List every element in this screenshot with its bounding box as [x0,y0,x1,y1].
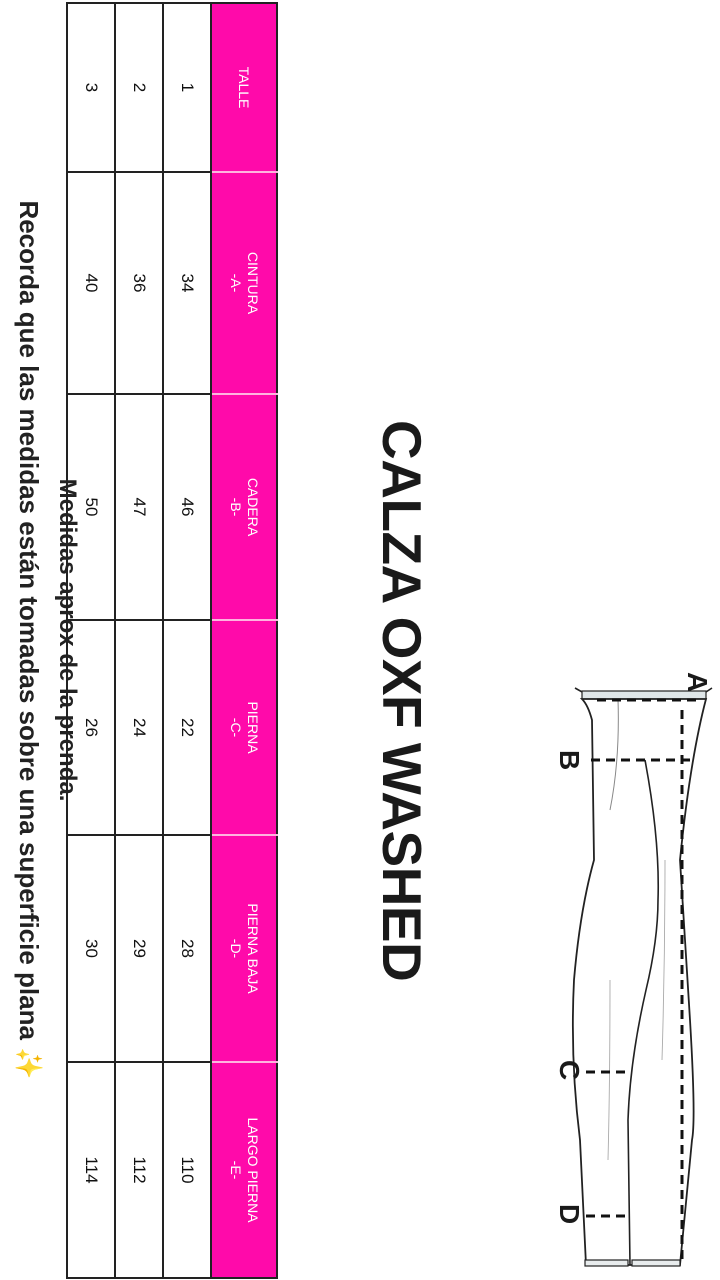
table-cell: 50 [67,394,115,620]
header-talle: TALLE [211,3,277,172]
header-cintura: CINTURA -A- [211,172,277,394]
table-cell: 29 [115,835,163,1062]
table-cell: 26 [67,620,115,835]
header-pierna: PIERNA -C- [211,620,277,835]
table-cell: 40 [67,172,115,394]
table-cell: 110 [163,1062,211,1278]
table-cell: 114 [67,1062,115,1278]
table-cell: 3 [67,3,115,172]
table-cell: 1 [163,3,211,172]
label-b: B [554,750,585,771]
table-cell: 36 [115,172,163,394]
table-row [115,3,163,1278]
label-c: C [554,1060,585,1081]
header-pierna-baja: PIERNA BAJA -D- [211,835,277,1062]
table-cell: 2 [115,3,163,172]
note-approx: Medidas aprox de la prenda. [54,478,81,802]
table-cell: 46 [163,394,211,620]
note-flat-surface: Recorda que las medidas están tomadas sobre una superficie plana ✨ [14,200,44,1080]
sparkles-icon: ✨ [14,1047,44,1080]
page-title: CALZA OXF WASHED [371,420,433,982]
header-largo-pierna: LARGO PIERNA -E- [211,1062,277,1278]
table-row [163,3,211,1278]
table-cell: 34 [163,172,211,394]
table-cell: 24 [115,620,163,835]
notes [12,0,82,1280]
header-cadera: CADERA -B- [211,394,277,620]
pants-diagram [430,560,720,1225]
table-cell: 47 [115,394,163,620]
table-cell: 112 [115,1062,163,1278]
table-cell: 22 [163,620,211,835]
label-a: A [682,672,713,693]
label-d: D [554,1204,585,1225]
size-table [66,2,278,1279]
table-header-row [211,3,277,1278]
table-cell: 28 [163,835,211,1062]
pants-flat-sketch-icon [430,560,720,1225]
table-cell: 30 [67,835,115,1062]
